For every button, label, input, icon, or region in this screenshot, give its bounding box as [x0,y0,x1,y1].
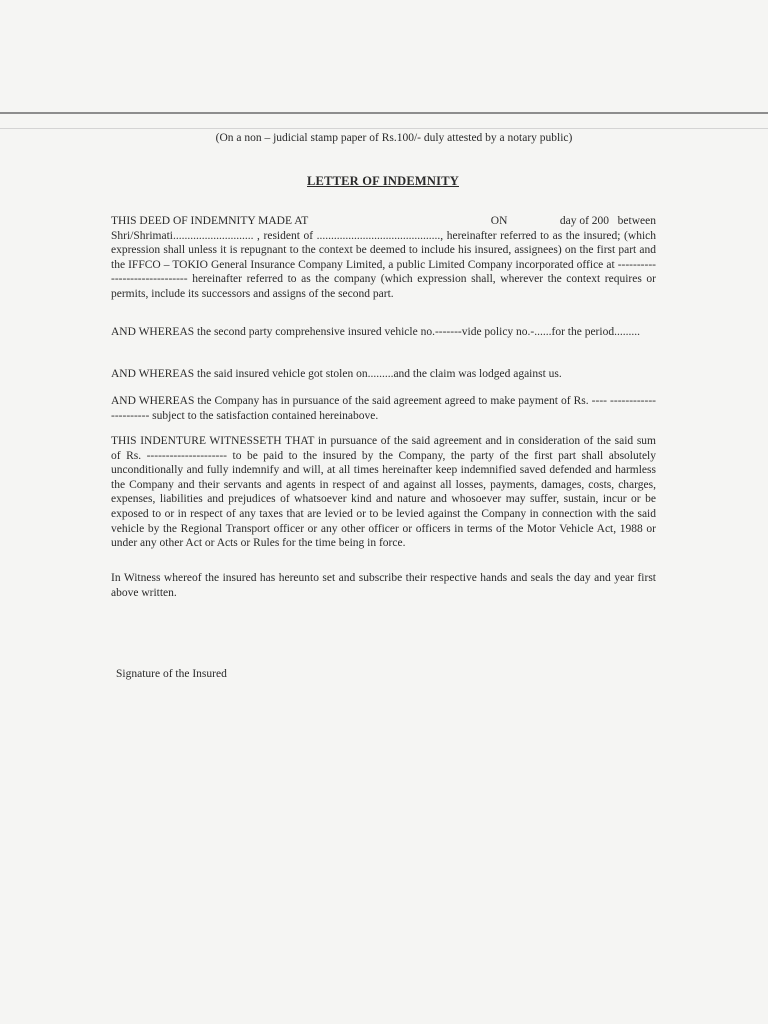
stamp-paper-note: (On a non – judicial stamp paper of Rs.100/- duly attested by a notary public) [215,132,573,144]
signature-label: Signature of the Insured [116,668,227,680]
deed-paragraph [111,214,656,302]
stolen-paragraph: AND WHEREAS the said insured vehicle got stolen on.........and the claim was lodged against us. [111,368,562,380]
witness-paragraph: In Witness whereof the insured has hereunto set and subscribe their respective hands and seals the day and year first above written. [111,572,656,599]
deed-first-line [111,214,656,229]
header-rule [0,112,768,114]
deed-body: Shri/Shrimati............................ , resident of ..........................................., hereinafter referred to as the insured; (which expression shall unless it is repugnant to the context be deemed to include his insured, assignees) on the first part and the IFFCO – TOKIO General Insurance Company Limited, a public Limited Company incorporated office at ------------------------------ hereinafter referred to as the company (which expression shall, wherever the context requires or permits, include its successors and assigns of the second part. [111,229,656,300]
vehicle-paragraph: AND WHEREAS the second party comprehensive insured vehicle no.-------vide policy no.-......for the period......... [111,326,640,338]
indenture-paragraph: THIS INDENTURE WITNESSETH THAT in pursuance of the said agreement and in consideration of the said sum of Rs. --------------------- to be paid to the insured by the Company, the party of the first part shall absolutely unconditionally and fully indemnify and will, at all times hereinafter keep indemnified saved defended and harmless the Company and their servants and agents in respect of and against all losses, payments, damages, costs, charges, expenses, liabilities and prejudices of whatsoever kind and nature and whosoever may suffer, sustain, incur or be exposed to or in respect of any taxes that are levied or to be levied against the Company in connection with the said vehicle by the Regional Transport officer or any other officer or officers in terms of the Motor Vehicle Act, 1988 or under any other Act or Acts or Rules for the time being in force. [111,435,656,550]
deed-on: ON [490,215,508,227]
deed-made-at: THIS DEED OF INDEMNITY MADE AT [111,215,309,227]
deed-day: day of 200 between [559,215,656,227]
header-rule-light [0,128,768,129]
document-title: LETTER OF INDEMNITY [307,174,459,188]
payment-paragraph: AND WHEREAS the Company has in pursuance of the said agreement agreed to make payment of Rs. ---- ---------------------- subject to the satisfaction contained hereinabove. [111,395,656,422]
